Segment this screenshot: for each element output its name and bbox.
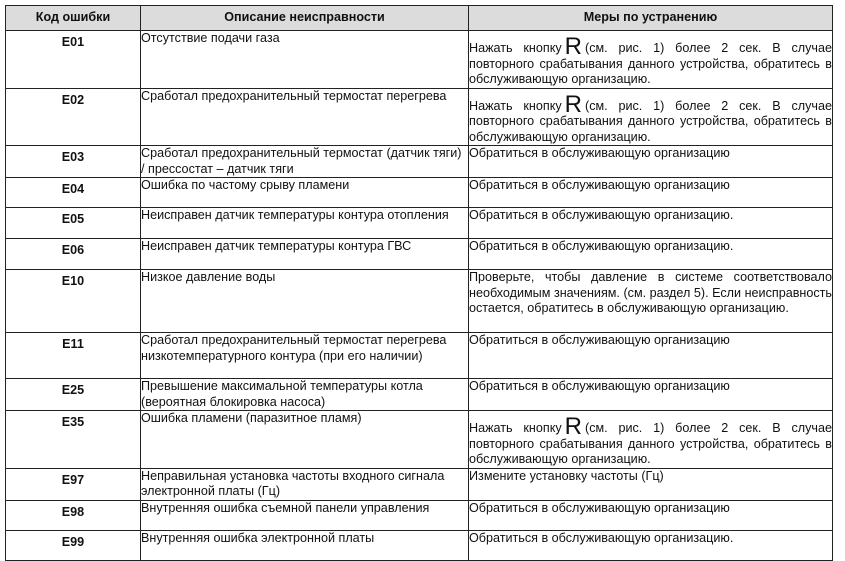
remedy-text-after: (см. рис. 1) более 2 сек. В случае повторного срабатывания данного устройства, обратитесь в обслуживающую организацию. (469, 421, 832, 466)
error-code-cell (6, 88, 141, 146)
fault-description: Превышение максимальной температуры котла (вероятная блокировка насоса) (141, 379, 469, 411)
table-row (6, 146, 833, 178)
table-header (6, 6, 833, 31)
error-code-cell (6, 379, 141, 411)
remedy-cell (469, 146, 833, 178)
table-row (6, 500, 833, 530)
spacer (469, 89, 832, 96)
remedy-cell (469, 500, 833, 530)
remedy-text: Проверьте, чтобы давление в системе соответствовало необходимым значениям. (см. раздел 5). Если неисправность остается, обратитесь в обслуживающую организацию. (469, 270, 832, 315)
error-code-cell (6, 333, 141, 379)
remedy-text (469, 33, 832, 88)
fault-description: Ошибка пламени (паразитное пламя) (141, 411, 469, 469)
header-row (6, 6, 833, 31)
header-code: Код ошибки (6, 6, 141, 31)
remedy-cell (469, 530, 833, 560)
remedy-text-before: Нажать кнопку (469, 98, 562, 113)
remedy-cell (469, 178, 833, 208)
table-row (6, 379, 833, 411)
error-code-cell (6, 31, 141, 89)
fault-description: Неисправен датчик температуры контура ГВС (141, 239, 469, 270)
remedy-text-before: Нажать кнопку (469, 421, 562, 435)
fault-description: Внутренняя ошибка съемной панели управления (141, 500, 469, 530)
error-code-cell (6, 411, 141, 469)
table-row (6, 178, 833, 208)
table-row (6, 239, 833, 270)
error-code: E99 (61, 534, 85, 549)
table-row (6, 88, 833, 146)
remedy-cell (469, 88, 833, 146)
error-code-cell (6, 500, 141, 530)
error-code: E04 (61, 182, 85, 196)
remedy-cell (469, 208, 833, 239)
error-code: E97 (61, 472, 85, 487)
remedy-text: Обратиться в обслуживающую организацию (469, 146, 730, 160)
remedy-text: Обратиться в обслуживающую организацию. (469, 239, 734, 253)
error-code: E98 (61, 504, 85, 519)
fault-description: Ошибка по частому срыву пламени (141, 178, 469, 208)
error-code-cell (6, 270, 141, 333)
remedy-text (469, 413, 832, 468)
remedy-text: Обратиться в обслуживающую организацию. (469, 530, 734, 545)
fault-description: Отсутствие подачи газа (141, 31, 469, 89)
remedy-text: Обратиться в обслуживающую организацию. (469, 208, 734, 222)
error-code: E25 (61, 383, 85, 397)
fault-description: Сработал предохранительный термостат (датчик тяги) / прессостат – датчик тяги (141, 146, 469, 178)
remedy-cell (469, 411, 833, 469)
remedy-text: Обратиться в обслуживающую организацию (469, 379, 730, 393)
remedy-text: Измените установку частоты (Гц) (469, 468, 664, 483)
fault-description: Неправильная установка частоты входного сигнала электронной платы (Гц) (141, 468, 469, 500)
spacer (469, 31, 832, 38)
error-code: E11 (62, 337, 84, 351)
spacer (469, 411, 832, 418)
remedy-text-after: (см. рис. 1) более 2 сек. В случае повторного срабатывания данного устройства, обратитесь в обслуживающую организацию. (469, 98, 832, 144)
error-code-cell (6, 208, 141, 239)
error-code: E03 (61, 150, 85, 164)
error-code-cell (6, 178, 141, 208)
error-code-cell (6, 239, 141, 270)
remedy-text-before: Нажать кнопку (469, 41, 562, 55)
remedy-text (469, 90, 832, 146)
remedy-text: Обратиться в обслуживающую организацию (469, 178, 730, 192)
table-body (6, 31, 833, 561)
error-code-cell (6, 468, 141, 500)
fault-description: Низкое давление воды (141, 270, 469, 333)
error-codes-table (5, 5, 833, 561)
fault-description: Неисправен датчик температуры контура отопления (141, 208, 469, 239)
table-row (6, 468, 833, 500)
remedy-cell (469, 468, 833, 500)
fault-description: Внутренняя ошибка электронной платы (141, 530, 469, 560)
reset-button-icon: R (564, 90, 582, 118)
remedy-cell (469, 333, 833, 379)
fault-description: Сработал предохранительный термостат перегрева низкотемпературного контура (при его наличии) (141, 333, 469, 379)
remedy-cell (469, 239, 833, 270)
error-code: E02 (61, 92, 85, 107)
reset-button-icon: R (564, 413, 582, 440)
error-code: E35 (61, 415, 85, 429)
error-code: E06 (61, 243, 85, 257)
remedy-cell (469, 379, 833, 411)
error-code-cell (6, 146, 141, 178)
remedy-cell (469, 31, 833, 89)
table-row (6, 31, 833, 89)
reset-button-icon: R (564, 33, 582, 60)
error-code: E10 (61, 274, 85, 288)
error-code: E01 (61, 35, 85, 49)
header-description: Описание неисправности (141, 6, 469, 31)
table-row (6, 411, 833, 469)
table-row (6, 530, 833, 560)
remedy-text-after: (см. рис. 1) более 2 сек. В случае повторного срабатывания данного устройства, обратитесь в обслуживающую организацию. (469, 41, 832, 86)
fault-description: Сработал предохранительный термостат перегрева (141, 88, 469, 146)
remedy-text: Обратиться в обслуживающую организацию (469, 500, 730, 515)
error-code: E05 (61, 212, 85, 226)
remedy-text: Обратиться в обслуживающую организацию (469, 333, 730, 347)
table-row (6, 333, 833, 379)
error-code-cell (6, 530, 141, 560)
remedy-cell (469, 270, 833, 333)
table-row (6, 208, 833, 239)
header-remedy: Меры по устранению (469, 6, 833, 31)
table-row (6, 270, 833, 333)
